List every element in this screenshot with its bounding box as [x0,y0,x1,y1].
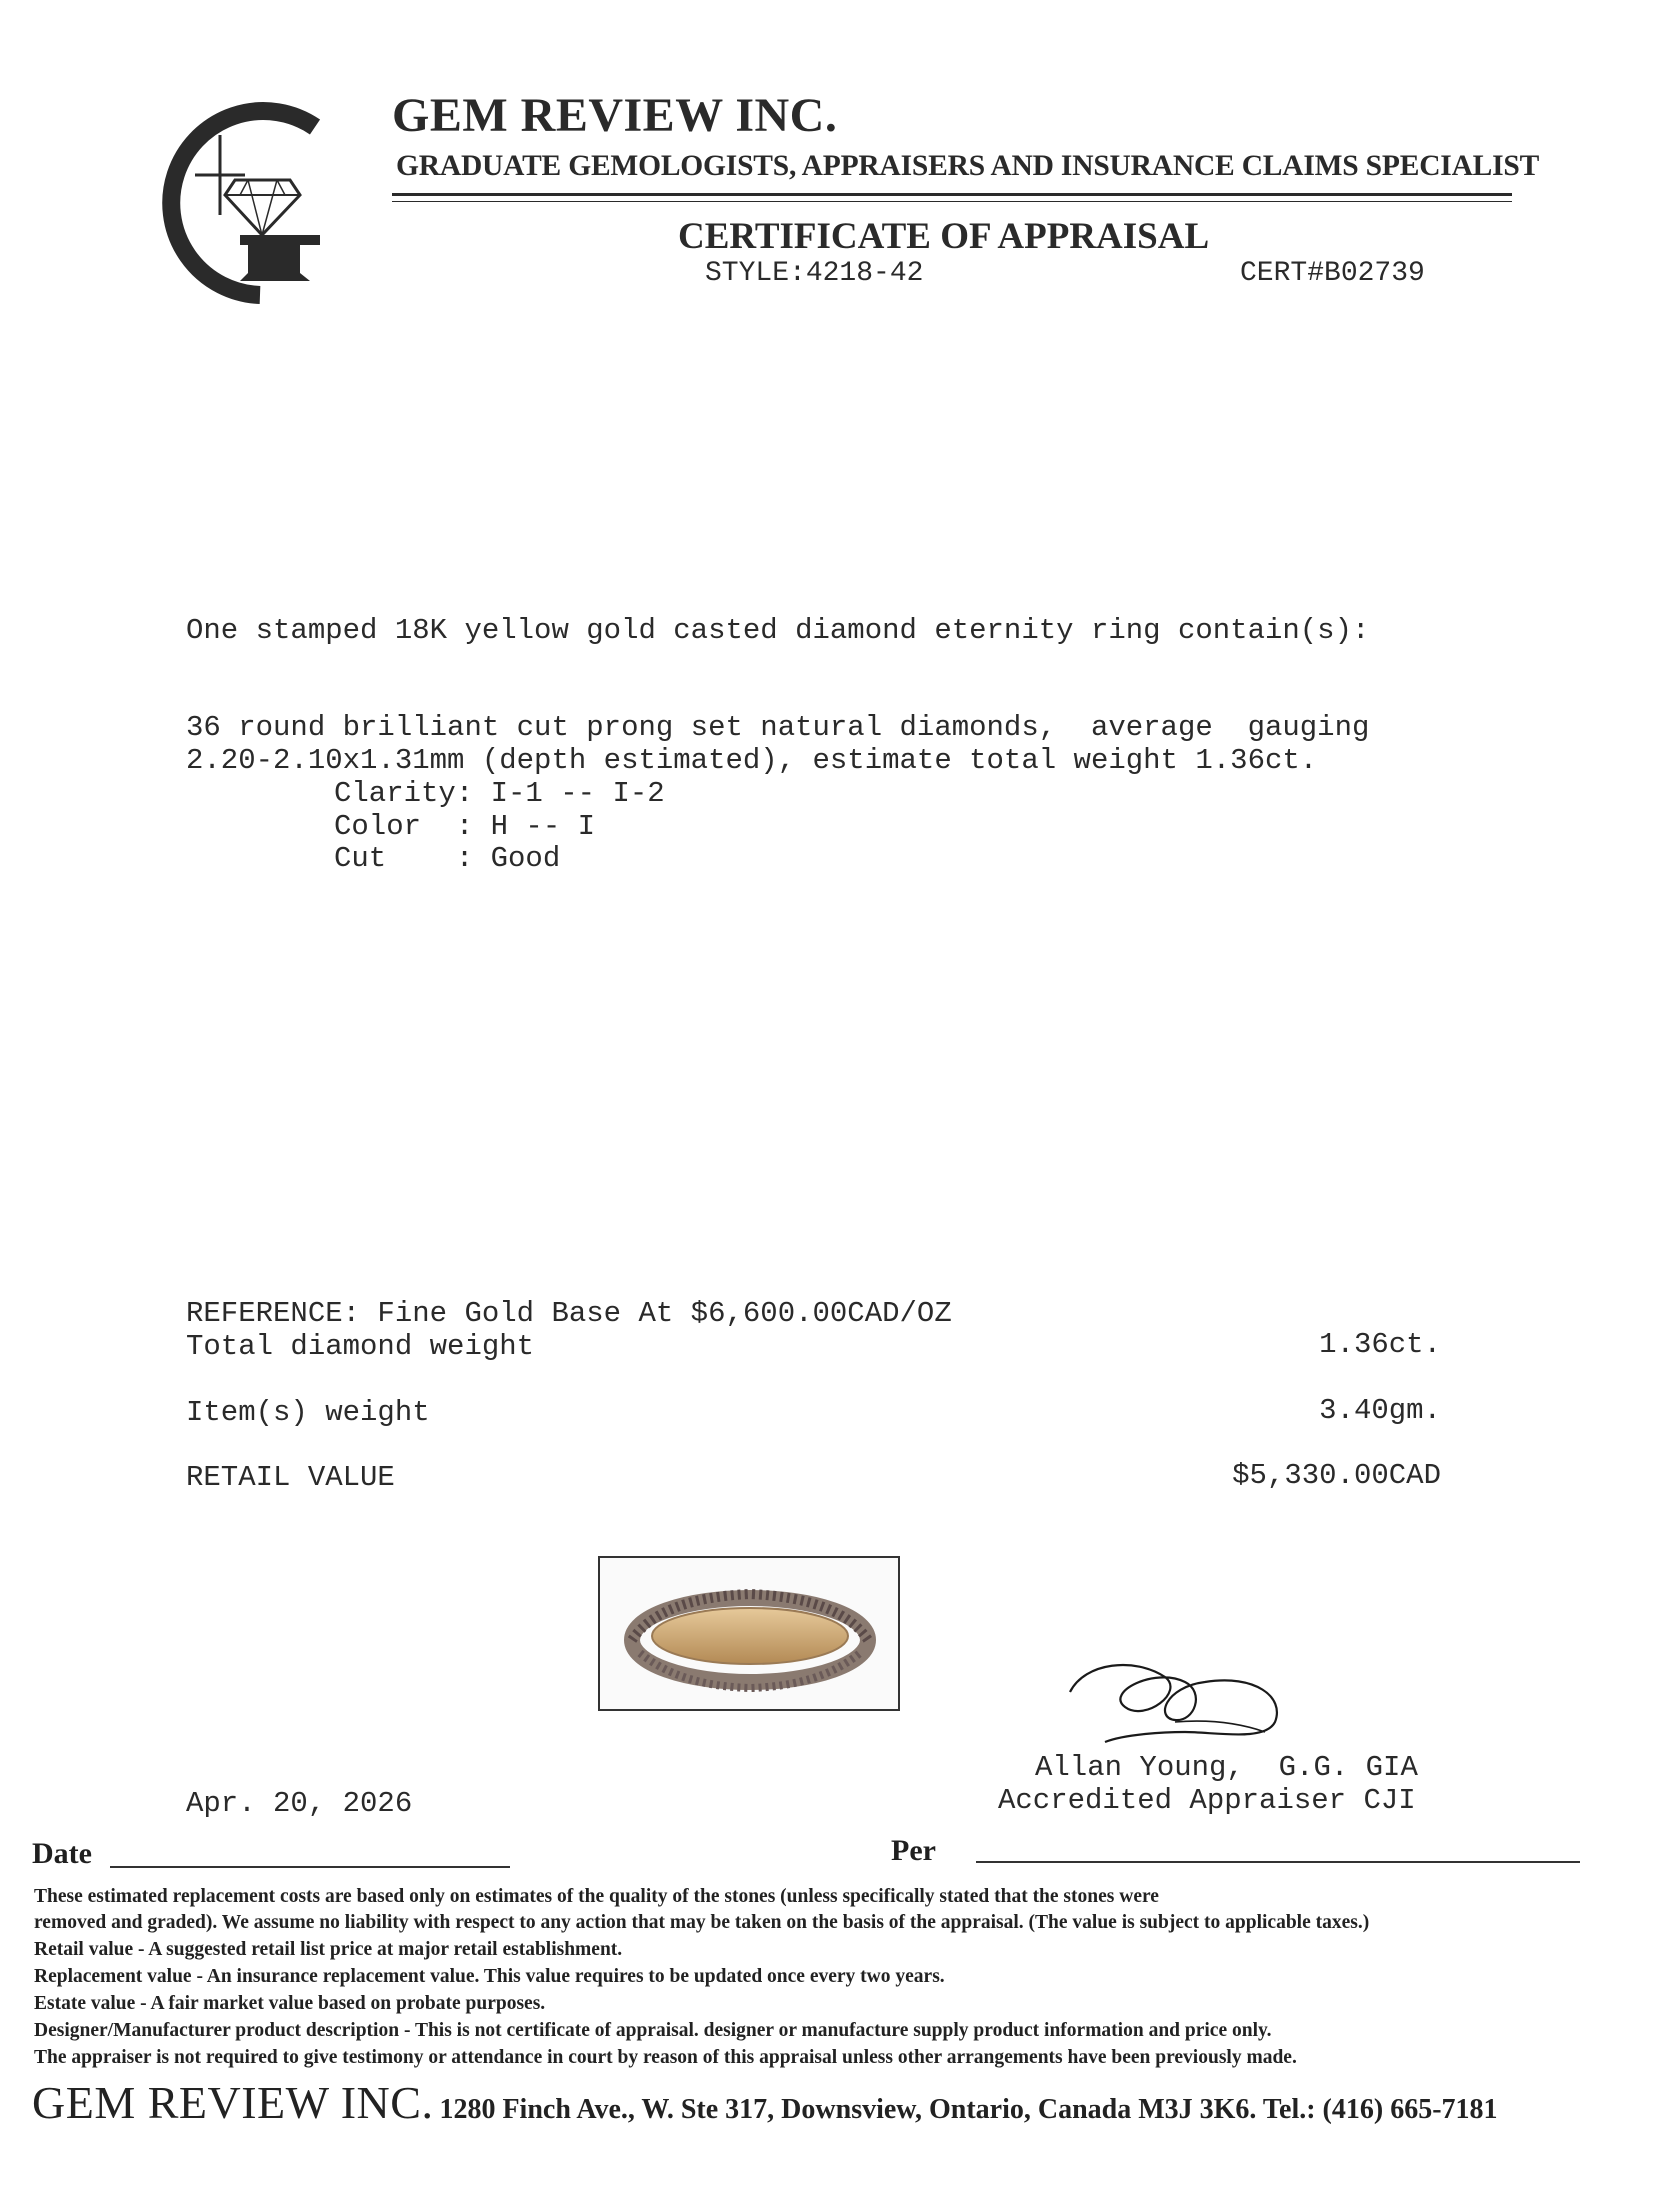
item-description: One stamped 18K yellow gold casted diamond eternity ring contain(s): [186,614,1370,647]
disclaimer-line: These estimated replacement costs are based only on estimates of the quality of the stones (unless specifically stated that the stones were [34,1886,1159,1907]
disclaimer-line: Retail value - A suggested retail list price at major retail establishment. [34,1939,623,1960]
disclaimer-line: Designer/Manufacturer product description - This is not certificate of appraisal. designer or manufacture supply product information and price only. [34,2020,1272,2041]
ring-photo [598,1556,900,1711]
gem-review-logo-icon [140,95,340,305]
total-weight-label: Total diamond weight [186,1330,535,1363]
per-label: Per [891,1834,936,1867]
certificate-number: CERT#B02739 [1240,258,1425,289]
diamond-icon [225,180,300,235]
disclaimer-line: Replacement value - An insurance replacement value. This value requires to be updated once every two years. [34,1966,945,1987]
total-weight-value: 1.36ct. [1319,1328,1441,1361]
cut-grade: Cut : Good [334,842,561,875]
per-signature-line [976,1861,1580,1863]
appraiser-signature [1065,1652,1305,1762]
footer-address: 1280 Finch Ave., W. Ste 317, Downsview, Ontario, Canada M3J 3K6. Tel.: (416) 665-7181 [439,2094,1498,2125]
item-weight-value: 3.40gm. [1319,1394,1441,1427]
stones-description-line: 2.20-2.10x1.31mm (depth estimated), estimate total weight 1.36ct. [186,744,1318,777]
style-number: STYLE:4218-42 [705,258,924,289]
stones-description-line: 36 round brilliant cut prong set natural diamonds, average gauging [186,711,1370,744]
disclaimer-line: The appraiser is not required to give testimony or attendance in court by reason of this appraisal unless other arrangements have been previously made. [34,2047,1297,2068]
appraiser-title: Accredited Appraiser CJI [998,1784,1416,1817]
retail-value-label: RETAIL VALUE [186,1461,395,1494]
date-signature-line [110,1866,510,1868]
header-divider [392,193,1512,196]
disclaimer-line: Estate value - A fair market value based on probate purposes. [34,1993,546,2014]
appraiser-name: Allan Young, G.G. GIA [1035,1751,1418,1784]
company-name: GEM REVIEW INC. [392,89,838,142]
gold-reference: REFERENCE: Fine Gold Base At $6,600.00CAD/OZ [186,1297,952,1330]
header-divider-thin [392,201,1512,202]
color-grade: Color : H -- I [334,810,596,843]
clarity-grade: Clarity: I-1 -- I-2 [334,777,665,810]
certificate-title: CERTIFICATE OF APPRAISAL [678,216,1210,257]
retail-value-amount: $5,330.00CAD [1232,1459,1441,1492]
appraisal-date: Apr. 20, 2026 [186,1787,413,1820]
item-weight-label: Item(s) weight [186,1396,430,1429]
disclaimer-line: removed and graded). We assume no liability with respect to any action that may be taken on the basis of the appraisal. (The value is subject to applicable taxes.) [34,1912,1370,1933]
date-label: Date [32,1837,92,1870]
footer [32,2076,1498,2129]
company-subtitle: GRADUATE GEMOLOGISTS, APPRAISERS AND INSURANCE CLAIMS SPECIALIST [396,150,1540,182]
footer-company-name: GEM REVIEW INC. [32,2077,434,2128]
